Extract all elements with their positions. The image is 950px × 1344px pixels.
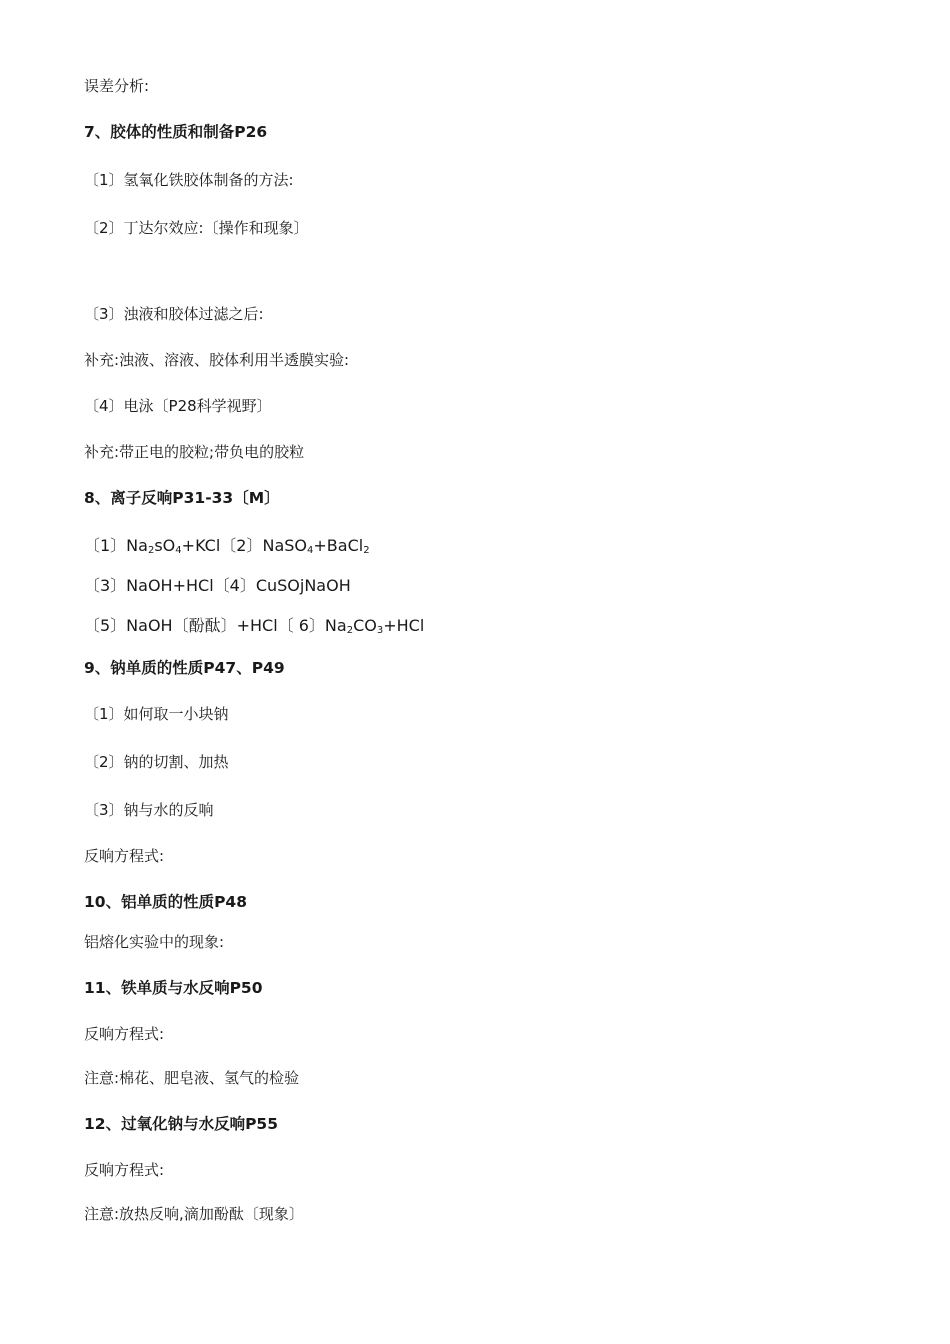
reaction-text: CO: [353, 616, 377, 635]
reaction-line-2: 〔3〕NaOH+HCl〔4〕CuSOjNaOH: [84, 576, 351, 595]
reaction-text: 〔1〕Na: [84, 536, 148, 555]
supplement-semipermeable: 补充:浊液、溶液、胶体利用半透膜实验:: [84, 351, 350, 369]
error-analysis-label: 误差分析:: [84, 77, 150, 95]
subscript: 4: [307, 545, 314, 556]
equation-label: 反响方程式:: [84, 1025, 165, 1043]
reaction-text: +BaCl: [313, 536, 364, 555]
reaction-text: 〔5〕NaOH〔酚酞〕+HCl〔 6〕Na: [84, 616, 347, 635]
reaction-text: sO: [154, 536, 176, 555]
section-11-heading: 11、铁单质与水反响P50: [84, 979, 263, 997]
reaction-text: +HCl: [383, 616, 425, 635]
section-8-heading: 8、离子反响P31-33〔M〕: [84, 489, 280, 507]
subscript: 4: [175, 545, 182, 556]
section-7-heading: 7、胶体的性质和制备P26: [84, 123, 268, 141]
item-7-2: 〔2〕丁达尔效应:〔操作和现象〕: [84, 219, 309, 237]
equation-label: 反响方程式:: [84, 847, 165, 865]
section-10-heading: 10、铝单质的性质P48: [84, 893, 248, 911]
item-9-1: 〔1〕如何取一小块钠: [84, 705, 229, 723]
item-7-1: 〔1〕氢氧化铁胶体制备的方法:: [84, 171, 294, 189]
reaction-line-1: [84, 536, 370, 556]
reaction-text: +KCl〔2〕NaSO: [181, 536, 308, 555]
reaction-line-3: [84, 616, 424, 636]
note-exothermic-phenolphthalein: 注意:放热反响,滴加酚酞〔现象〕: [84, 1205, 304, 1223]
subscript: 3: [376, 625, 384, 636]
note-cotton-soap-hydrogen: 注意:棉花、肥皂液、氢气的检验: [84, 1069, 300, 1087]
item-7-3: 〔3〕浊液和胶体过滤之后:: [84, 305, 264, 323]
equation-label: 反响方程式:: [84, 1161, 165, 1179]
item-9-2: 〔2〕钠的切割、加热: [84, 753, 229, 771]
supplement-charged-particles: 补充:带正电的胶粒;带负电的胶粒: [84, 443, 305, 461]
section-12-heading: 12、过氧化钠与水反响P55: [84, 1115, 279, 1133]
subscript: 2: [147, 545, 155, 556]
section-9-heading: 9、钠单质的性质P47、P49: [84, 659, 285, 677]
subscript: 2: [346, 625, 354, 636]
item-9-3: 〔3〕钠与水的反响: [84, 801, 214, 819]
subscript: 2: [363, 545, 370, 556]
aluminum-melting-observation: 铝熔化实验中的现象:: [84, 933, 225, 951]
item-7-4: 〔4〕电泳〔P28科学视野〕: [84, 397, 272, 415]
